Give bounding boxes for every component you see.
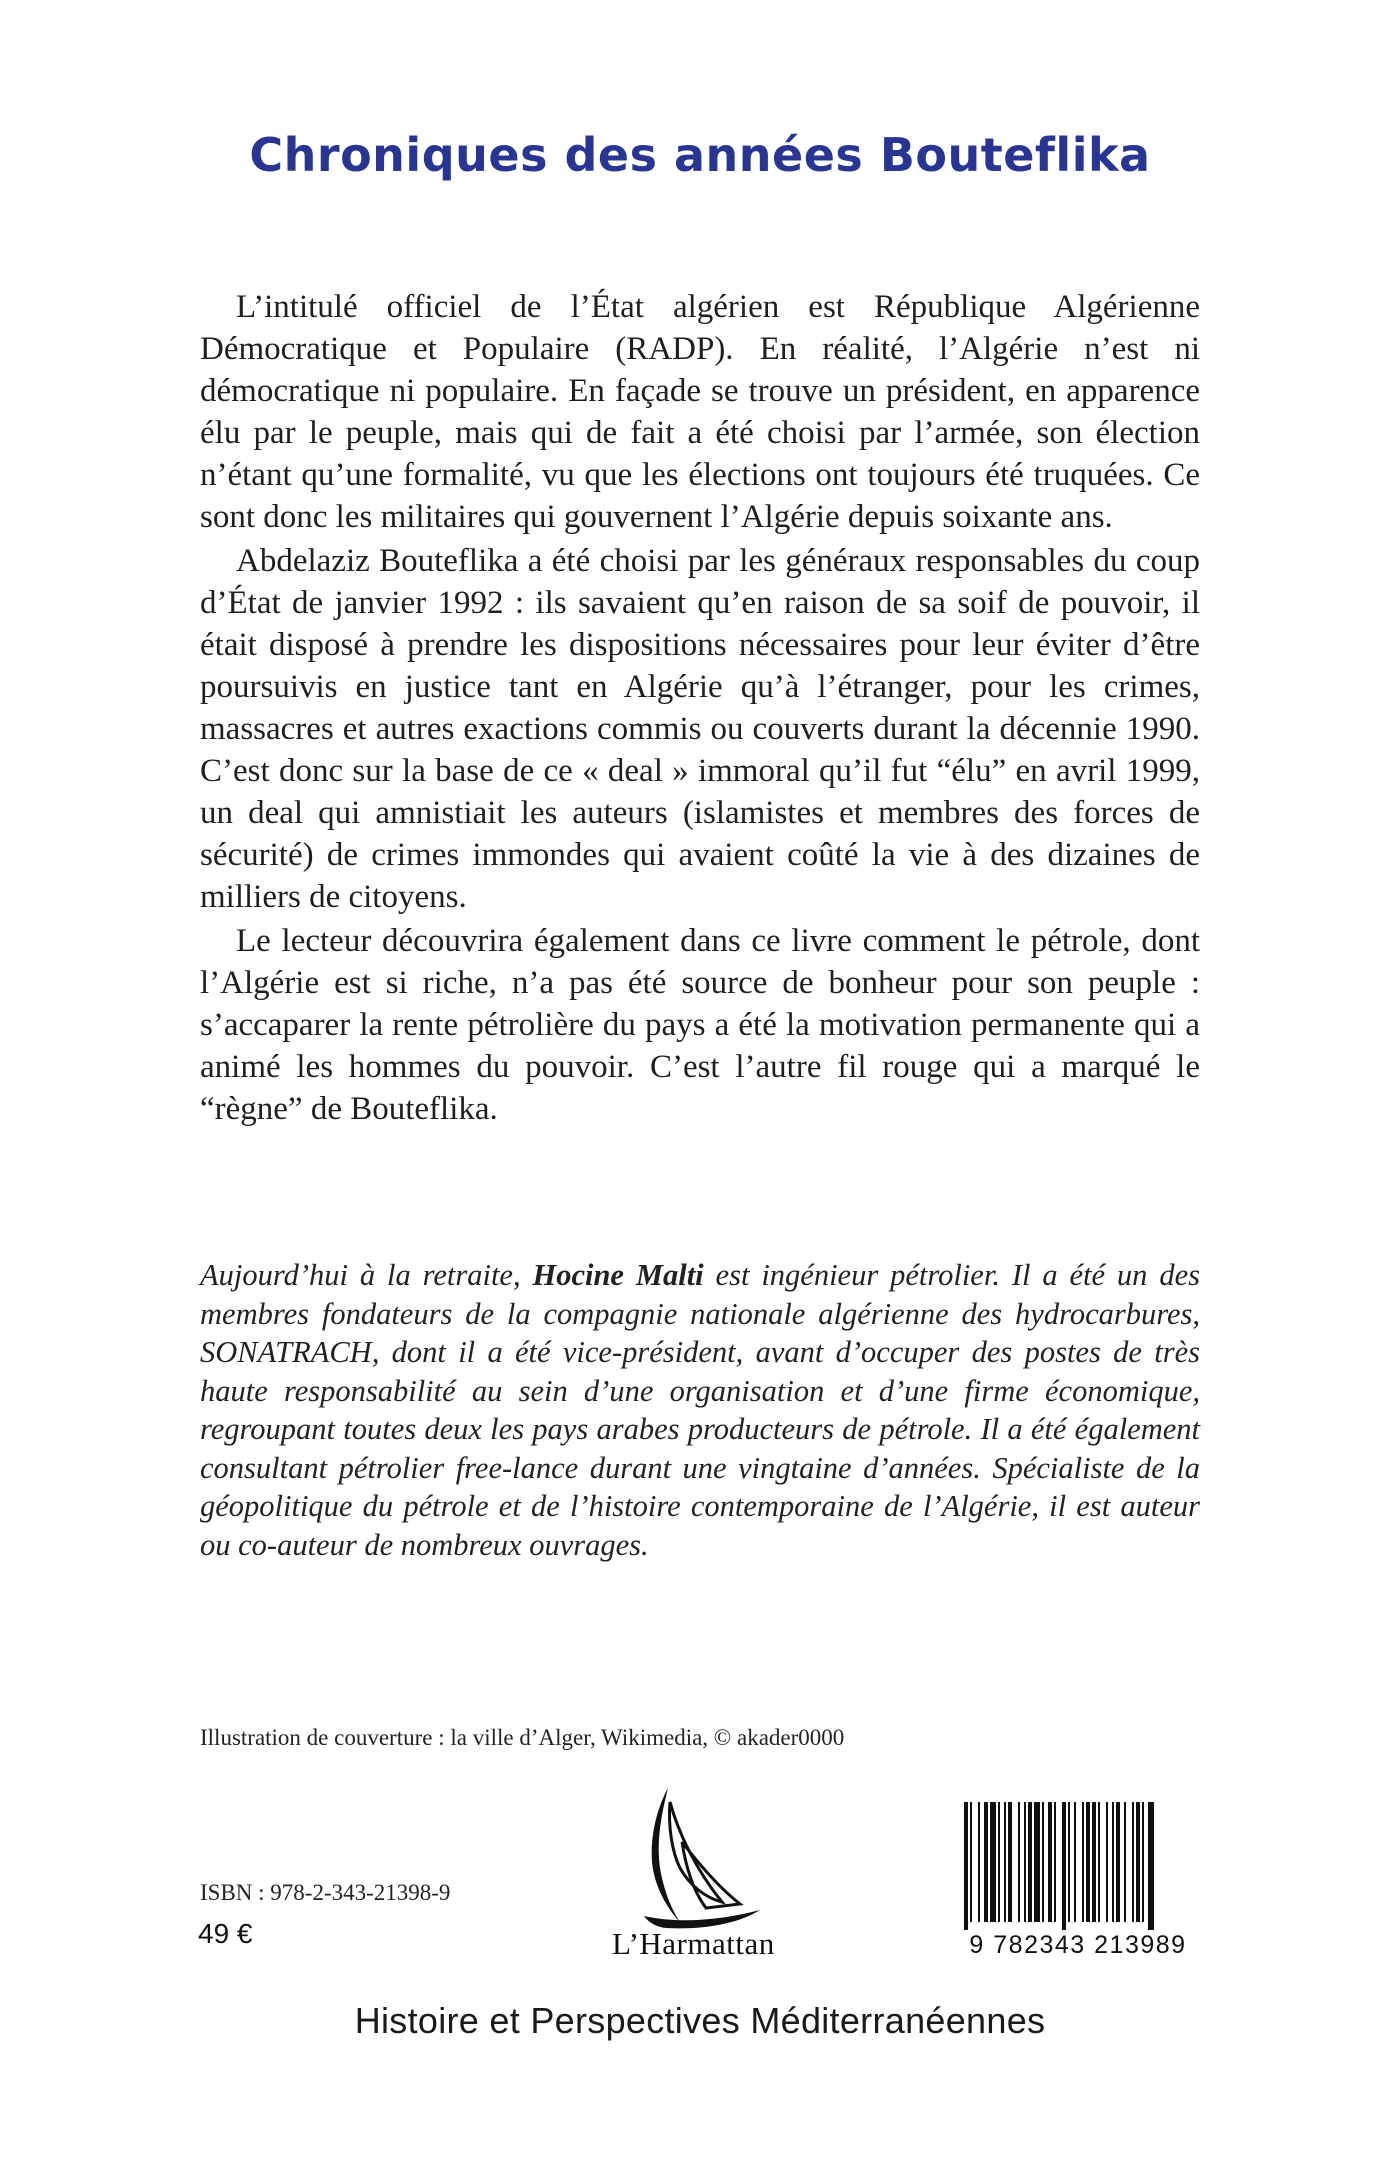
barcode-bar (1062, 1802, 1066, 1930)
barcode-bar (1004, 1802, 1006, 1922)
barcode-bar (1124, 1802, 1126, 1922)
barcode-bar (1008, 1802, 1012, 1922)
cover-illustration-credit: Illustration de couverture : la ville d’Alger, Wikimedia, © akader0000 (200, 1725, 845, 1750)
book-title: Chroniques des années Bouteflika (249, 128, 1151, 182)
barcode-bar (1034, 1802, 1040, 1922)
barcode-bar (984, 1802, 988, 1922)
author-name: Hocine Malti (532, 1258, 704, 1292)
barcode-digits: 9 782343 213989 (969, 1931, 1187, 1959)
barcode-bar (1132, 1802, 1134, 1922)
barcode-bar (1024, 1802, 1026, 1922)
summary-text (200, 286, 1200, 1132)
logo-main-sail-inner (669, 1802, 722, 1902)
summary-paragraph-3: Le lecteur découvrira également dans ce livre comment le pétrole, dont l’Algérie est si riche, n’a pas été source de bonheur pour son peuple : s’accaparer la rente pétrolière du pays a été la motivation permanente qui a animé les hommes du pouvoir. C’est l’autre fil rouge qui a marqué le “règne” de Bouteflika. (200, 923, 1200, 1127)
barcode-icon (960, 1802, 1200, 1932)
summary-paragraph-1: L’intitulé officiel de l’État algérien est République Algérienne Démocratique et Populaire (RADP). En réalité, l’Algérie n’est ni démocratique ni populaire. En façade se trouve un président, en apparence élu par le peuple, mais qui de fait a été choisi par l’armée, son élection n’étant qu’une formalité, vu que les élections ont toujours été truquées. Ce sont donc les militaires qui gouvernent l’Algérie depuis soixante ans. (200, 289, 1200, 535)
barcode-bar (1136, 1802, 1140, 1922)
barcode-bar (1092, 1802, 1096, 1922)
barcode-bar (998, 1802, 1000, 1922)
barcode-bar (1068, 1802, 1070, 1922)
barcode-bar (1112, 1802, 1114, 1922)
barcode-bar (1018, 1802, 1020, 1922)
summary-paragraph-2: Abdelaziz Bouteflika a été choisi par les généraux responsables du coup d’État de janvier 1992 : ils savaient qu’en raison de sa soif de pouvoir, il était disposé à prendre les dispositions nécessaires pour leur éviter d’être poursuivis en justice tant en Algérie qu’à l’étranger, pour les crimes, massacres et autres exactions commis ou couverts durant la décennie 1990. C’est donc sur la base de ce « deal » immoral qu’il fut “élu” en avril 1999, un deal qui amnistiait les auteurs (islamistes et membres des forces de sécurité) de crimes immondes qui avaient coûté la vie à des dizaines de milliers de citoyens. (200, 543, 1200, 915)
barcode-bar (1042, 1802, 1044, 1922)
barcode-bar (1086, 1802, 1090, 1922)
publisher-name: L’Harmattan (612, 1926, 775, 1961)
author-bio (200, 1256, 1200, 1564)
barcode-bar (1028, 1802, 1032, 1922)
barcode-bar (978, 1802, 980, 1922)
collection-name: Histoire et Perspectives Méditerranéennes (354, 2000, 1046, 2041)
author-bio-prefix: Aujourd’hui à la retraite, (200, 1258, 533, 1292)
barcode-bar (990, 1802, 996, 1922)
price: 49 € (198, 1918, 253, 1949)
barcode-bar (964, 1802, 968, 1930)
barcode-bar (1106, 1802, 1108, 1922)
barcode-bar (1148, 1802, 1154, 1930)
isbn: ISBN : 978-2-343-21398-9 (200, 1880, 451, 1905)
barcode-bar (1074, 1802, 1076, 1922)
barcode-bar (1116, 1802, 1120, 1922)
barcode-bar (970, 1802, 972, 1922)
barcode-bar (1142, 1802, 1144, 1922)
barcode-bar (1048, 1802, 1052, 1922)
barcode-bar (1054, 1802, 1056, 1922)
barcode-bar (1098, 1802, 1100, 1922)
barcode-bar (1082, 1802, 1084, 1922)
author-bio-text: est ingénieur pétrolier. Il a été un des membres fondateurs de la compagnie nationale algérienne des hydrocarbures, SONATRACH, dont il a été vice-président, avant d’occuper des postes de très haute responsabilité au sein d’une organisation et d’une firme économique, regroupant toutes deux les pays arabes producteurs de pétrole. Il a été également consultant pétrolier free-lance durant une vingtaine d’années. Spécialiste de la géopolitique du pétrole et de l’histoire contemporaine de l’Algérie, il est auteur ou co-auteur de nombreux ouvrages. (200, 1258, 1200, 1562)
